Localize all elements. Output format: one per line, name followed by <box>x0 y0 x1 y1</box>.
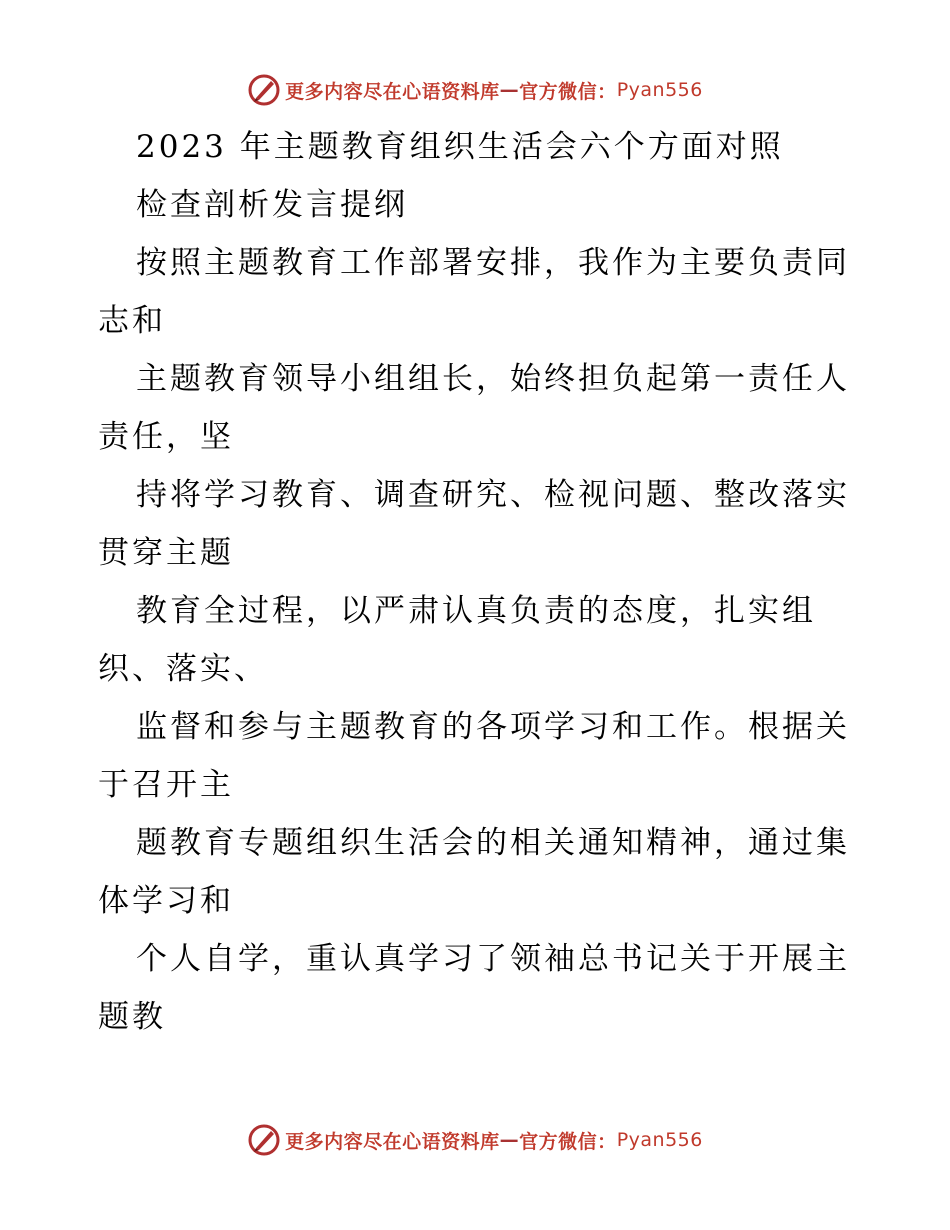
paragraph-line: 监督和参与主题教育的各项学习和工作。根据关 <box>136 709 850 745</box>
footer-separator: — <box>499 1129 520 1151</box>
paragraph-line: 教育全过程，以严肃认真负责的态度，扎实组 <box>136 593 816 629</box>
paragraph-line: 贯穿主题 <box>98 535 234 571</box>
footer-brand-text: 更多内容尽在心语资料库 <box>285 1130 500 1153</box>
document-title-line-2: 检查剖析发言提纲 <box>136 187 408 223</box>
footer-wechat-id: Pyan556 <box>616 1129 703 1151</box>
paragraph-line: 题教 <box>98 999 166 1035</box>
paragraph-line: 主题教育领导小组组长，始终担负起第一责任人 <box>136 361 850 397</box>
header-wechat-id: Pyan556 <box>616 79 703 101</box>
quill-pen-logo-icon <box>247 73 281 107</box>
paragraph-line: 按照主题教育工作部署安排，我作为主要负责同 <box>136 245 850 281</box>
paragraph-line: 体学习和 <box>98 883 234 919</box>
document-title-line-1: 2023 年主题教育组织生活会六个方面对照 <box>136 129 784 165</box>
paragraph-line: 个人自学，重认真学习了领袖总书记关于开展主 <box>136 941 850 977</box>
header-brand-text: 更多内容尽在心语资料库 <box>285 80 500 103</box>
header-wechat-label: 官方微信： <box>519 80 617 103</box>
quill-pen-logo-icon <box>247 1123 281 1157</box>
paragraph-line: 持将学习教育、调查研究、检视问题、整改落实 <box>136 477 850 513</box>
paragraph-line: 责任，坚 <box>98 419 234 455</box>
paragraph-line: 于召开主 <box>98 767 234 803</box>
footer-wechat-label: 官方微信： <box>519 1130 617 1153</box>
paragraph-line: 题教育专题组织生活会的相关通知精神，通过集 <box>136 825 850 861</box>
footer-banner <box>0 1120 950 1160</box>
header-banner <box>0 70 950 110</box>
header-separator: — <box>499 79 520 101</box>
paragraph-line: 志和 <box>98 303 166 339</box>
paragraph-line: 织、落实、 <box>98 651 268 687</box>
